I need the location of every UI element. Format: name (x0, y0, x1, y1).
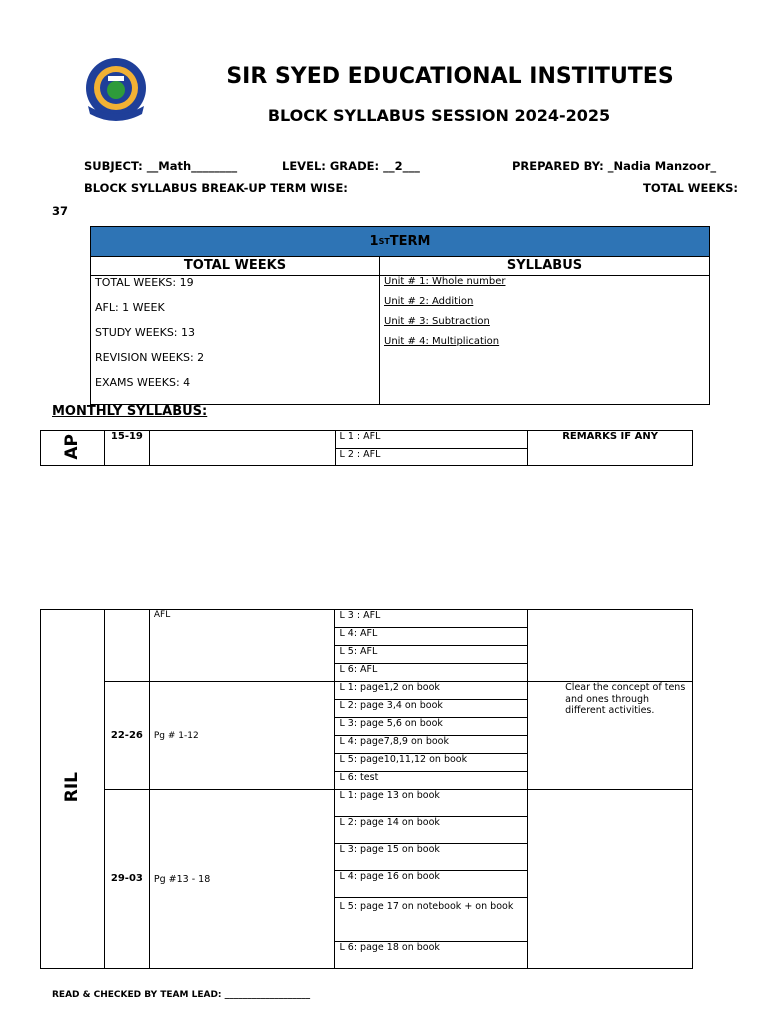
page-title: SIR SYED EDUCATIONAL INSTITUTES (226, 64, 674, 89)
lesson-cell: L 2: page 14 on book (335, 817, 528, 844)
week-dates (104, 610, 149, 682)
weeks-line: TOTAL WEEKS: 19 (95, 276, 194, 289)
prepared-by-field: PREPARED BY: _Nadia Manzoor_ (512, 159, 717, 173)
total-weeks-list (91, 276, 379, 404)
weeks-line: EXAMS WEEKS: 4 (95, 376, 191, 389)
lesson-cell: L 6: test (335, 772, 528, 790)
syllabus-list (380, 276, 709, 404)
weeks-line: REVISION WEEKS: 2 (95, 351, 205, 364)
month-label: AP (62, 433, 83, 460)
lesson-cell: L 6: AFL (335, 664, 528, 682)
term-superscript: ST (378, 237, 390, 246)
lesson-cell: L 3 : AFL (335, 610, 528, 628)
level-field: LEVEL: GRADE: __2___ (282, 159, 420, 173)
remarks-cell (528, 610, 693, 682)
breakup-label: BLOCK SYLLABUS BREAK-UP TERM WISE: (84, 181, 348, 195)
subject-field: SUBJECT: __Math________ (84, 159, 238, 173)
month-label: RIL (62, 772, 83, 803)
week-dates: 15-19 (104, 431, 149, 466)
week-dates: 29-03 (104, 790, 149, 969)
lesson-cell: L 4: page 16 on book (335, 871, 528, 898)
syllabus-column-title: SYLLABUS (380, 257, 709, 276)
lesson-cell: L 4: AFL (335, 628, 528, 646)
remarks-cell: Clear the concept of tens and ones through different activities. (528, 682, 693, 790)
lesson-cell: L 1 : AFL (335, 431, 528, 449)
lesson-cell: L 2 : AFL (335, 449, 528, 466)
weeks-line: AFL: 1 WEEK (95, 301, 165, 314)
total-weeks-value: 37 (52, 204, 69, 218)
unit-link[interactable]: Unit # 1: Whole number (384, 276, 506, 287)
remarks-cell (528, 790, 693, 969)
unit-link[interactable]: Unit # 2: Addition (384, 296, 474, 307)
lesson-cell: L 4: page7,8,9 on book (335, 736, 528, 754)
lesson-cell: L 1: page1,2 on book (335, 682, 528, 700)
total-weeks-column-title: TOTAL WEEKS (91, 257, 379, 276)
monthly-syllabus-title: MONTHLY SYLLABUS: (52, 404, 208, 419)
lesson-cell: L 1: page 13 on book (335, 790, 528, 817)
week-dates: 22-26 (104, 682, 149, 790)
term-heading (91, 227, 709, 257)
topic-cell (149, 431, 335, 466)
topic-cell: Pg #13 - 18 (149, 790, 335, 969)
topic-cell: Pg # 1-12 (149, 682, 335, 790)
total-weeks-label: TOTAL WEEKS: (643, 181, 738, 195)
lesson-cell: L 3: page 15 on book (335, 844, 528, 871)
unit-link[interactable]: Unit # 3: Subtraction (384, 316, 490, 327)
lesson-cell: L 3: page 5,6 on book (335, 718, 528, 736)
weeks-line: STUDY WEEKS: 13 (95, 326, 196, 339)
monthly-block-april-cont (40, 609, 693, 969)
team-lead-signoff: READ & CHECKED BY TEAM LEAD: ___________________ (52, 990, 311, 1000)
lesson-cell: L 5: AFL (335, 646, 528, 664)
lesson-cell: L 2: page 3,4 on book (335, 700, 528, 718)
remarks-header: REMARKS IF ANY (528, 431, 693, 466)
term-table (90, 226, 710, 405)
topic-cell: AFL (149, 610, 335, 682)
unit-link[interactable]: Unit # 4: Multiplication (384, 336, 500, 347)
lesson-cell: L 5: page10,11,12 on book (335, 754, 528, 772)
lesson-cell: L 6: page 18 on book (335, 942, 528, 969)
lesson-cell: L 5: page 17 on notebook + on book (335, 898, 528, 942)
monthly-block-april (40, 430, 693, 466)
term-heading-text: TERM (389, 234, 431, 249)
term-number: 1 (369, 234, 379, 249)
page-subtitle: BLOCK SYLLABUS SESSION 2024-2025 (267, 106, 611, 125)
